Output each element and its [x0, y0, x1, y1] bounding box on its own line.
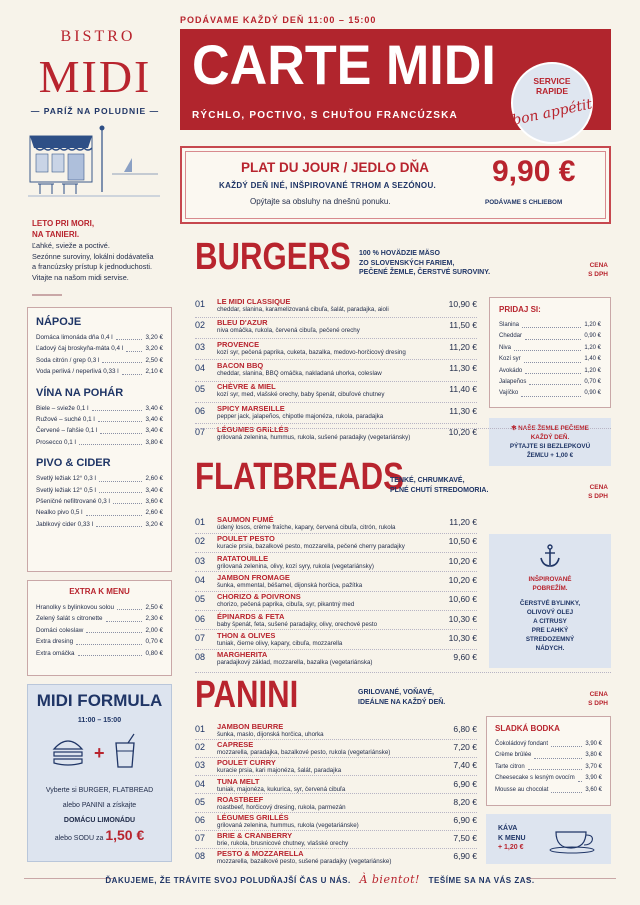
opening-hours: PODÁVAME KAŽDÝ DEŇ 11:00 – 15:00 [180, 15, 377, 25]
item-number: 06 [195, 613, 206, 624]
pridaj-box [489, 297, 611, 408]
item-name: BRIE & CRANBERRY [217, 831, 293, 841]
list-item: Svetlý ležiak 12° 0,3 l 2,60 € [36, 475, 163, 483]
item-price: 10,20 € [448, 555, 477, 566]
menu-item [195, 382, 477, 401]
item-desc: mozzarella, paradajka, bazalkové pesto, rukola (vegetariánske) [217, 749, 391, 757]
item-number: 01 [195, 517, 206, 527]
brand-small: BISTRO [60, 28, 136, 45]
item-desc: cheddar, slanina, karamelizovaná cibuľa, šalát, paradajka, aioli [217, 306, 389, 313]
list-item: Nealko pivo 0,5 l 2,60 € [36, 509, 163, 517]
item-number: 08 [195, 652, 206, 663]
item-price: 10,30 € [448, 632, 477, 643]
item-number: 02 [195, 536, 206, 547]
cafe-illustration [28, 122, 160, 200]
item-desc: brie, rukola, brusnicové chutney, vlašské orechy [217, 840, 349, 848]
item-price: 7,20 € [453, 742, 477, 753]
list-item: Pšeničné nefiltrované 0,3 l 3,60 € [36, 498, 163, 506]
item-name: LÉGUMES GRILLÉS [217, 813, 289, 822]
item-number: 08 [195, 851, 206, 862]
flatbreads-title: FLATBREADS [195, 456, 404, 498]
list-item: Avokádo 1,20 € [499, 367, 601, 374]
item-name: THON & OLIVES [217, 630, 276, 640]
item-name: ROASTBEEF [217, 794, 264, 804]
item-name: BLEU D'AZUR [217, 318, 268, 328]
item-price: 10,30 € [448, 613, 477, 624]
menu-item [195, 554, 477, 573]
menu-item [195, 534, 477, 553]
divider [195, 672, 611, 673]
list-item: Ľadový čaj broskyňa-máta 0,4 l 3,20 € [36, 345, 163, 353]
item-price: 9,60 € [453, 652, 477, 663]
brand-tagline: — PARÍŽ NA POLUDNIE — [30, 106, 160, 116]
item-price: 8,20 € [453, 796, 477, 807]
flatbreads-desc: TENKÉ, CHRUMKAVÉ, PLNÉ CHUTÍ STREDOMORIA. [390, 477, 489, 494]
menu-item [195, 592, 477, 611]
item-name: JAMBON FROMAGE [217, 572, 290, 582]
item-desc: paradajkový základ, mozzarella, bazalka (vegetariánska) [217, 659, 373, 667]
plat-du-jour-price-note: PODÁVAME S CHLIEBOM [485, 199, 563, 206]
item-number: 02 [195, 320, 206, 331]
menu-item [195, 650, 477, 669]
menu-item [195, 631, 477, 650]
item-desc: niva omáčka, rukola, červená cibuľa, pečené orechy [217, 327, 360, 335]
list-item: Ružové – suché 0,1 l 3,40 € [36, 416, 163, 424]
list-item: Čokoládový fondant 3,90 € [495, 741, 602, 747]
list-item: Svetlý ležiak 12° 0,5 l 3,40 € [36, 486, 163, 494]
divider [32, 294, 62, 296]
panini-title: PANINI [195, 674, 299, 716]
list-item: Crème brûlée 3,80 € [495, 752, 602, 759]
flatbreads-price-header: CENA S DPH [588, 484, 608, 500]
drinks-box [27, 307, 172, 572]
extra-title: EXTRA K MENU [69, 587, 130, 596]
list-item: Domáca limonáda dňa 0,4 l 3,20 € [36, 334, 163, 341]
item-desc: kuracie prsia, kari majonéza, šalát, paradajka [217, 767, 342, 775]
item-name: ÉPINARDS & FETA [217, 611, 285, 621]
list-item: Tarte citron 3,70 € [495, 763, 602, 770]
menu-item [195, 318, 477, 337]
napoje-list [36, 332, 163, 378]
item-price: 11,20 € [449, 517, 477, 527]
list-item: Extra dresing 0,70 € [36, 638, 163, 646]
item-name: POULET PESTO [217, 534, 275, 544]
item-price: 11,40 € [449, 384, 477, 395]
pridaj-title: PRIDAJ SI: [499, 305, 541, 314]
list-item: Voda perlivá / neperlivá 0,33 l 2,10 € [36, 368, 163, 376]
sladka-box [486, 716, 611, 806]
extra-list [36, 602, 163, 659]
list-item: Domáci coleslaw 2,00 € [36, 626, 163, 634]
list-item: Extra omáčka 0,80 € [36, 649, 163, 657]
item-name: JAMBON BEURRE [217, 722, 284, 731]
item-price: 10,60 € [448, 594, 477, 605]
burgers-title: BURGERS [195, 236, 351, 278]
item-price: 6,80 € [453, 724, 477, 734]
plat-du-jour-price: 9,90 € [492, 155, 576, 188]
item-name: PROVENCE [217, 339, 260, 349]
coffee-cup-icon [548, 824, 600, 854]
item-desc: grilovaná zelenina, hummus, rukola, sušené paradajky (vegetariánsky) [217, 433, 411, 441]
intro-title: LETO PRI MORI, NA TANIERI. [32, 219, 95, 239]
item-number: 04 [195, 362, 206, 373]
menu-item [195, 573, 477, 592]
item-name: SPICY MARSEILLE [217, 403, 285, 413]
item-name: POULET CURRY [217, 758, 276, 768]
plat-du-jour-title: PLAT DU JOUR / JEDLO DŇA [241, 160, 430, 175]
item-number: 05 [195, 384, 206, 395]
menu-item [195, 361, 477, 380]
item-desc: kozí syr, med, vlašské orechy, baby špenát, cibuľové chutney [217, 391, 385, 399]
item-desc: grilovaná zelenina, olivy, kozí syry, rukola (vegetariánsky) [217, 562, 374, 570]
item-price: 6,90 € [453, 815, 477, 825]
menu-item [195, 612, 477, 631]
footer: ĎAKUJEME, ŽE TRÁVITE SVOJ POLUDŇAJŠÍ ČAS U NÁS. À bientot! TEŠÍME SA NA VÁS ZAS. [105, 873, 535, 886]
list-item: Červené – ľahšie 0,1 l 3,40 € [36, 427, 163, 435]
item-desc: kuracie prsia, bazalkové pesto, mozzarella, pečené cherry paradajky [217, 543, 405, 551]
intro-text: Ľahké, svieže a poctivé. Sezónne suroviny, lokálni dodávatelia a francúzsky prístup k jednoduchosti. Vitajte na našom midi servise. [32, 241, 154, 282]
pivo-title: PIVO & CIDER [36, 457, 111, 470]
item-price: 7,50 € [453, 833, 477, 844]
item-price: 6,90 € [453, 778, 477, 789]
item-name: LÉGUMES GRILLÉS [217, 424, 289, 434]
item-desc: tuniak, čierne olivy, kapary, cibuľa, mozzarella [217, 639, 343, 647]
item-price: 11,50 € [449, 320, 477, 331]
page-subtitle: RÝCHLO, POCTIVO, S CHUŤOU FRANCÚZSKA [192, 110, 458, 121]
page-title: CARTE MIDI [192, 33, 496, 96]
item-desc: grilovaná zelenina, hummus, rukola (vegetariánske) [217, 822, 359, 829]
item-number: 07 [195, 426, 206, 437]
pridaj-list [499, 320, 601, 400]
item-name: CAPRESE [217, 740, 254, 750]
item-price: 11,20 € [449, 341, 477, 352]
kava-box: KÁVA K MENU + 1,20 € [486, 814, 611, 864]
list-item: Prosecco 0,1 l 3,80 € [36, 438, 163, 446]
item-name: CHORIZO & POIVRONS [217, 592, 301, 602]
list-item: Cheddar 0,90 € [499, 333, 601, 340]
item-desc: šunka, emmental, béšamel, dijonská horčica, pažítka [217, 581, 363, 589]
list-item: Slanina 1,20 € [499, 322, 601, 328]
item-desc: mozzarella, bazalkové pesto, sušené paradajky (vegetariánske) [217, 858, 392, 866]
midi-formula-box [27, 684, 172, 862]
footer-script: À bientot! [359, 873, 420, 886]
formula-time: 11:00 – 15:00 [77, 717, 122, 724]
item-name: CHÈVRE & MIEL [217, 382, 276, 392]
formula-title: MIDI FORMULA [36, 691, 163, 710]
item-price: 10,90 € [448, 299, 477, 309]
anchor-icon [539, 544, 561, 568]
item-name: PESTO & MOZZARELLA [217, 849, 304, 859]
zemle-note: ✱ NAŠE ŽEMLE PEČIEME KAŽDÝ DEŇ. PÝTAJTE SI BEZLEPKOVÚ ŽEMĽU + 1,00 € [489, 418, 611, 466]
item-price: 10,50 € [448, 536, 477, 547]
item-number: 03 [195, 760, 206, 771]
list-item: Biele – svieže 0,1 l 3,40 € [36, 404, 163, 412]
item-price: 10,20 € [448, 574, 477, 585]
list-item: Jalapeños 0,70 € [499, 379, 601, 386]
item-number: 07 [195, 632, 206, 643]
list-item: Zelený šalát s citronette 2,30 € [36, 615, 163, 623]
list-item: Cheesecake s lesným ovocím 3,90 € [495, 775, 602, 782]
item-number: 03 [195, 555, 206, 566]
item-number: 04 [195, 574, 206, 585]
list-item: Mousse au chocolat 3,60 € [495, 786, 602, 793]
burger-drink-icon [50, 733, 150, 769]
item-desc: kozí syr, pečená paprika, cuketa, bazalka, medovo-horčicový dresing [217, 348, 406, 356]
napoje-title: NÁPOJE [36, 316, 82, 328]
item-price: 7,40 € [453, 760, 477, 771]
list-item: Hranolky s bylinkovou solou 2,50 € [36, 604, 163, 611]
pivo-list [36, 473, 163, 530]
item-number: 05 [195, 796, 206, 807]
item-name: SAUMON FUMÉ [217, 515, 274, 524]
plat-du-jour-line: KAŽDÝ DEŇ INÉ, INŠPIROVANÉ TRHOM A SEZÓNOU. [219, 181, 437, 190]
service-rapide-stamp: SERVICE RAPIDE bon appétit! [511, 62, 593, 144]
item-name: TUNA MELT [217, 776, 260, 786]
divider [195, 428, 611, 429]
burgers-price-header: CENA S DPH [588, 262, 608, 278]
list-item: Kozí syr 1,40 € [499, 356, 601, 363]
svg-text:+: + [94, 743, 105, 763]
list-item: Jablkový cider 0,33 l 3,20 € [36, 520, 163, 528]
item-number: 06 [195, 405, 206, 416]
item-number: 02 [195, 742, 206, 753]
sladka-list [495, 739, 602, 796]
anchor-box: INŠPIROVANÉ POBREŽÍM. ČERSTVÉ BYLINKY, OLIVOVÝ OLEJ A CITRUSY PRE ĽAHKÝ STREDOZEMNÝ NÁDYCH. [489, 534, 611, 668]
item-number: 06 [195, 815, 206, 825]
item-number: 04 [195, 778, 206, 789]
panini-desc: GRILOVANÉ, VOŇAVÉ, IDEÁLNE NA KAŽDÝ DEŇ. [358, 689, 446, 706]
menu-item [195, 297, 477, 316]
item-desc: chorizo, pečená paprika, cibuľa, syr, pikantný med [217, 601, 355, 609]
menu-item [195, 515, 477, 534]
item-name: RATATOUILLE [217, 553, 269, 563]
sladka-title: SLADKÁ BODKA [495, 724, 560, 733]
brand-logo: MIDI [38, 51, 152, 102]
item-desc: cheddar, slanina, BBQ omáčka, nakladaná uhorka, coleslaw [217, 369, 382, 377]
list-item: Niva 1,20 € [499, 344, 601, 351]
vina-title: VÍNA NA POHÁR [36, 386, 124, 399]
item-desc: údený losos, crème fraîche, kapary, červená cibuľa, citrón, rukola [217, 524, 396, 531]
menu-item [195, 849, 477, 868]
item-number: 01 [195, 299, 206, 309]
item-number: 03 [195, 341, 206, 352]
panini-price-header: CENA S DPH [588, 691, 608, 707]
item-number: 01 [195, 724, 206, 734]
item-name: BACON BBQ [217, 360, 264, 370]
item-desc: baby špenát, feta, sušené paradajky, olivy, orechové pesto [217, 620, 378, 628]
formula-text: Vyberte si BURGER, FLATBREAD alebo PANINI a získajte DOMÁCU LIMONÁDU alebo SODU za 1,50 € [45, 787, 154, 843]
vina-list [36, 403, 163, 449]
list-item: Soda citrón / grep 0,3 l 2,50 € [36, 356, 163, 364]
item-desc: roastbeef, horčicový dresing, rukola, parmezán [217, 803, 346, 811]
item-desc: pepper jack, jalapeños, chipotle majonéza, rukola, paradajka [217, 412, 384, 420]
item-desc: tuniak, majonéza, kukurica, syr, červená cibuľa [217, 785, 346, 793]
formula-price: 1,50 € [105, 827, 145, 843]
item-number: 05 [195, 594, 206, 605]
menu-item [195, 404, 477, 423]
plat-du-jour-note: Opýtajte sa obsluhy na dnešnú ponuku. [250, 197, 391, 206]
item-desc: šunka, maslo, dijonská horčica, uhorka [217, 731, 324, 738]
list-item: Vajíčko 0,90 € [499, 390, 601, 397]
item-name: LE MIDI CLASSIQUE [217, 297, 291, 306]
burgers-desc: 100 % HOVÄDZIE MÄSO ZO SLOVENSKÝCH FARIEM, PEČENÉ ŽEMLE, ČERSTVÉ SUROVINY. [359, 250, 491, 276]
item-price: 11,30 € [449, 405, 477, 416]
item-price: 11,30 € [449, 362, 477, 373]
item-name: MARGHERITA [217, 650, 268, 660]
item-price: 10,20 € [448, 426, 477, 437]
item-number: 07 [195, 833, 206, 844]
extra-box [27, 580, 172, 676]
menu-item [195, 340, 477, 359]
item-price: 6,90 € [453, 851, 477, 862]
star-icon: ✱ [511, 425, 517, 432]
